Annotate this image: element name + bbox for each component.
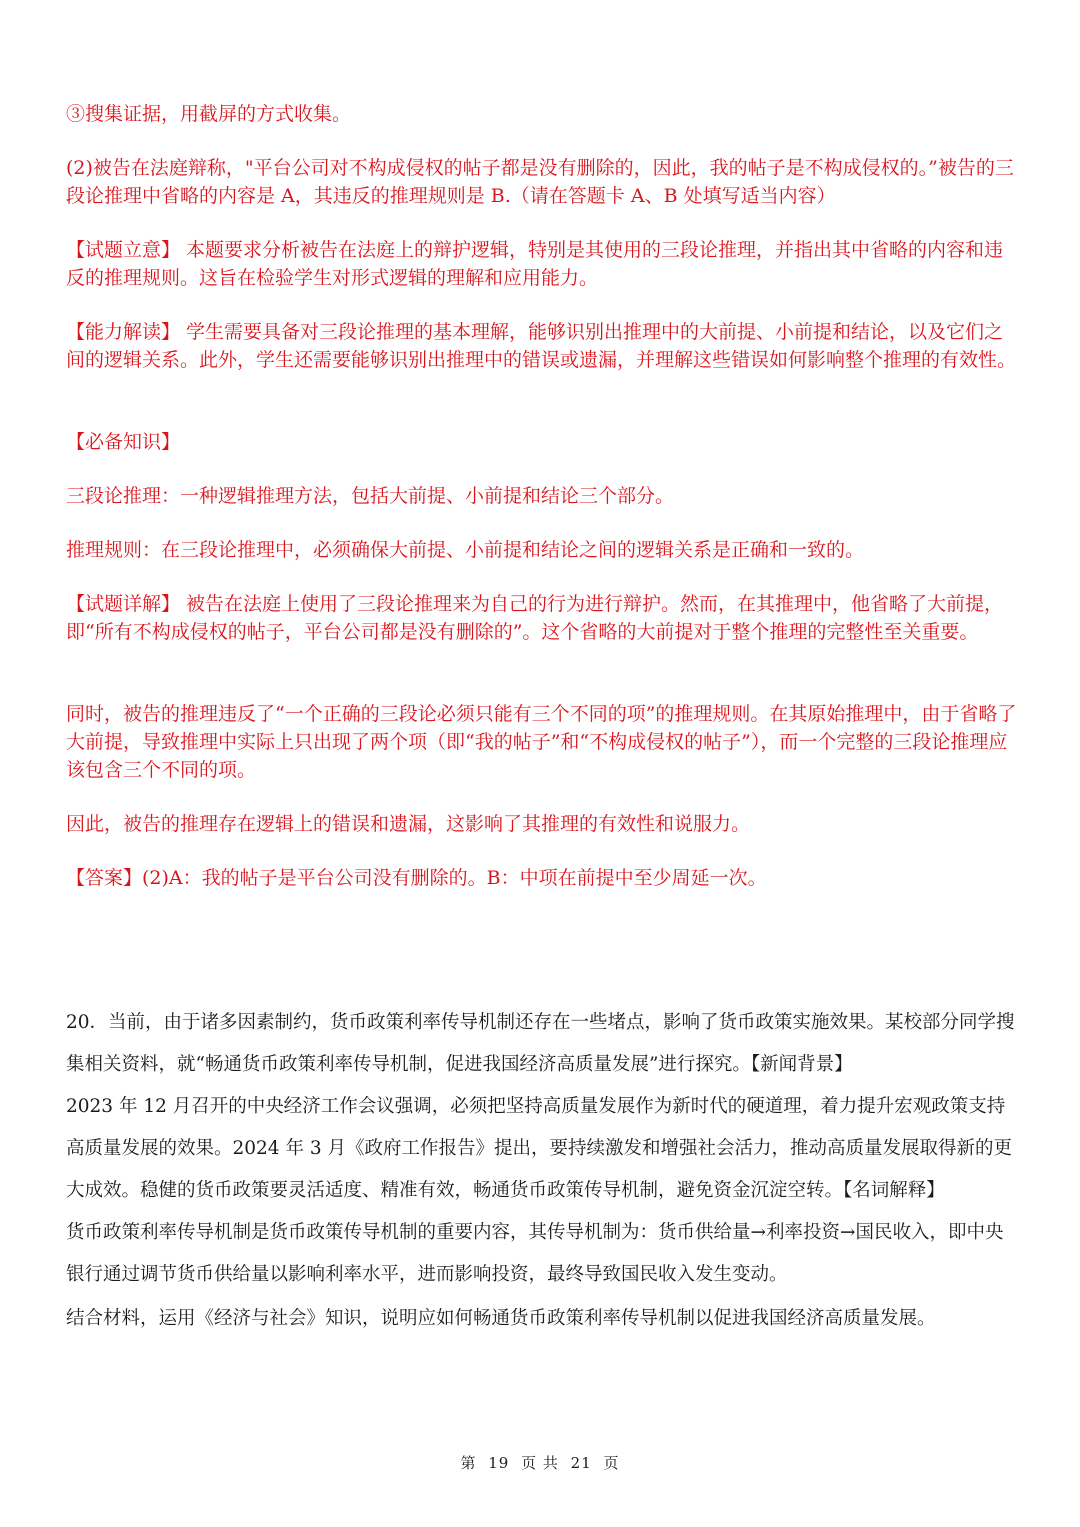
answer-text: 【答案】(2)A：我的帖子是平台公司没有删除的。B：中项在前提中至少周延一次。 (66, 867, 767, 889)
page-label-suffix: 页 (603, 1454, 620, 1472)
question20-intro: 20．当前，由于诸多因素制约，货币政策利率传导机制还存在一些堵点，影响了货币政策实施效果。某校部分同学搜集相关资料，就“畅通货币政策利率传导机制，促进我国经济高质量发展”进行探究。【新闻背景】 (66, 1012, 1015, 1075)
detail-text-3: 因此，被告的推理存在逻辑上的错误和遗漏，这影响了其推理的有效性和说服力。 (66, 813, 751, 835)
page-footer (0, 1452, 1080, 1473)
intent-text: 【试题立意】 本题要求分析被告在法庭上的辩护逻辑，特别是其使用的三段论推理，并指出其中省略的内容和违反的推理规则。这旨在检验学生对形式逻辑的理解和应用能力。 (66, 239, 1004, 289)
knowledge-item-1: 三段论推理：一种逻辑推理方法，包括大前提、小前提和结论三个部分。 (66, 485, 675, 507)
question20-task: 结合材料，运用《经济与社会》知识，说明应如何畅通货币政策利率传导机制以促进我国经济高质量发展。 (66, 1308, 936, 1329)
detail-text: 【试题详解】 被告在法庭上使用了三段论推理来为自己的行为进行辩护。然而，在其推理中，他省略了大前提，即“所有不构成侵权的帖子，平台公司都是没有删除的”。这个省略的大前提对于整个推理的完整性至关重要。 (66, 593, 1004, 643)
detail-text-2: 同时，被告的推理违反了“一个正确的三段论必须只能有三个不同的项”的推理规则。在其原始推理中，由于省略了大前提，导致推理中实际上只出现了两个项（即“我的帖子”和“不构成侵权的帖子”），而一个完整的三段论推理应该包含三个不同的项。 (66, 703, 1017, 781)
knowledge-heading: 【必备知识】 (66, 431, 181, 453)
ability-text: 【能力解读】 学生需要具备对三段论推理的基本理解，能够识别出推理中的大前提、小前提和结论，以及它们之间的逻辑关系。此外，学生还需要能够识别出推理中的错误或遗漏，并理解这些错误如何影响整个推理的有效性。 (66, 321, 1017, 371)
page-label-middle: 页 共 (521, 1454, 559, 1472)
question20-news: 2023 年 12 月召开的中央经济工作会议强调，必须把坚持高质量发展作为新时代的硬道理，着力提升宏观政策支持高质量发展的效果。2024 年 3 月《政府工作报告》提出，要持续激发和增强社会活力，推动高质量发展取得新的更大成效。稳健的货币政策要灵活适度、精准有效，畅通货币政策传导机制，避免资金沉淀空转。【名词解释】 (66, 1096, 1012, 1201)
knowledge-item-2: 推理规则：在三段论推理中，必须确保大前提、小前提和结论之间的逻辑关系是正确和一致的。 (66, 539, 865, 561)
current-page-number: 19 (488, 1454, 510, 1472)
question20-term: 货币政策利率传导机制是货币政策传导机制的重要内容，其传导机制为：货币供给量→利率投资→国民收入，即中央银行通过调节货币供给量以影响利率水平，进而影响投资，最终导致国民收入发生变动。 (66, 1222, 1004, 1285)
question2-text: (2)被告在法庭辩称，"平台公司对不构成侵权的帖子都是没有删除的，因此，我的帖子是不构成侵权的。”被告的三段论推理中省略的内容是 A，其违反的推理规则是 B.（请在答题卡 A、B 处填写适当内容） (66, 157, 1014, 207)
page-label-prefix: 第 (460, 1454, 477, 1472)
step3-text: ③搜集证据，用截屏的方式收集。 (66, 103, 352, 125)
total-pages-number: 21 (570, 1454, 592, 1472)
